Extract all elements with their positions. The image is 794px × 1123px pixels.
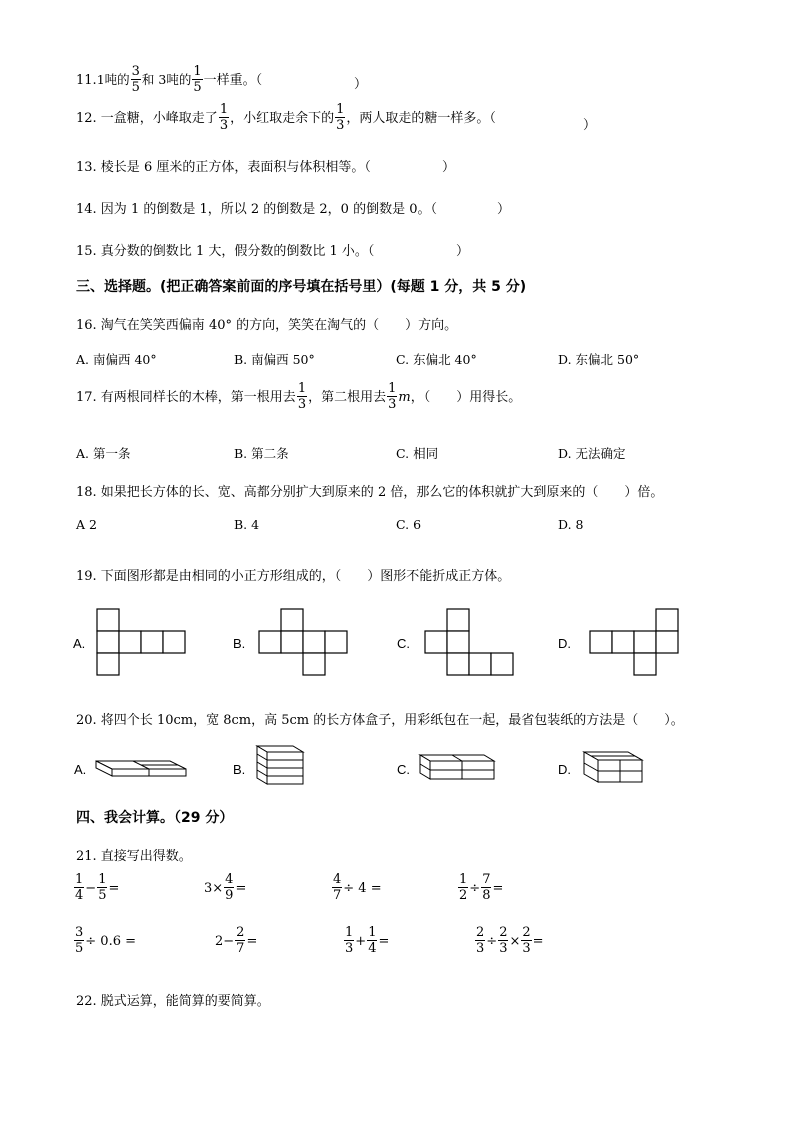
cube-net-d[interactable]: [590, 609, 682, 679]
answer-bracket-close[interactable]: ）: [497, 202, 511, 217]
answer-bracket-close[interactable]: ）: [442, 160, 456, 175]
option-b[interactable]: B. 南偏西 50°: [234, 352, 315, 367]
question-21: 21. 直接写出得数。: [76, 849, 192, 864]
option-d[interactable]: D. 无法确定: [558, 446, 626, 461]
fraction: $\frac{1}{3}$: [297, 381, 307, 412]
option-b[interactable]: B. 第二条: [234, 446, 289, 461]
option-b-label[interactable]: B.: [233, 636, 246, 651]
question-14: 14. 因为 1 的倒数是 1，所以 2 的倒数是 2，0 的倒数是 0。（: [76, 202, 437, 217]
option-c[interactable]: C. 相同: [396, 446, 439, 461]
question-18: 18. 如果把长方体的长、宽、高都分别扩大到原来的 2 倍，那么它的体积就扩大到原来的（ ）倍。: [76, 485, 664, 500]
option-c-label[interactable]: C.: [397, 636, 410, 651]
question-16: 16. 淘气在笑笑西偏南 40° 的方向，笑笑在淘气的（ ）方向。: [76, 318, 458, 333]
question-22: 22. 脱式运算，能简算的要简算。: [76, 994, 270, 1009]
fraction: $\frac{1}{5}$: [193, 64, 202, 95]
option-c-label[interactable]: C.: [397, 762, 410, 777]
cube-net-a[interactable]: [97, 609, 189, 679]
answer-bracket-close[interactable]: ）: [456, 244, 470, 259]
option-a[interactable]: A 2: [76, 517, 97, 532]
calc-item: $\frac{1}{3}$ + $\frac{1}{4}$ =: [345, 925, 390, 956]
cube-net-b[interactable]: [259, 609, 351, 679]
calc-item: $\frac{4}{7}$ ÷ 4 =: [333, 872, 382, 903]
fraction: $\frac{1}{3}$: [219, 102, 229, 133]
calc-item: $\frac{1}{2}$ ÷ $\frac{7}{8}$ =: [459, 872, 504, 903]
calc-item: $\frac{3}{5}$ ÷ 0.6 =: [75, 925, 137, 956]
option-d-label[interactable]: D.: [558, 636, 571, 651]
fraction: $\frac{3}{5}$: [131, 64, 140, 95]
section-heading-3: 三、选择题。(把正确答案前面的序号填在括号里）(每题 1 分，共 5 分): [76, 279, 527, 295]
question-17: 17. 有两根同样长的木棒，第一根用去 $\frac{1}{3}$ ，第二根用去 $\frac{1}{3}$ m，（ ）用得长。: [76, 381, 522, 412]
box-arrangement-b[interactable]: [255, 744, 307, 786]
question-13: 13. 棱长是 6 厘米的正方体，表面积与体积相等。（: [76, 160, 371, 175]
question-11: 11.1吨的 $\frac{3}{5}$ 和 3吨的 $\frac{1}{5}$ 一样重。（: [76, 64, 263, 95]
fraction: $\frac{1}{3}$: [336, 102, 345, 133]
answer-bracket-close[interactable]: ）: [583, 118, 597, 133]
calc-item: 2− $\frac{2}{7}$ =: [215, 925, 258, 956]
option-b-label[interactable]: B.: [233, 762, 246, 777]
option-d-label[interactable]: D.: [558, 762, 571, 777]
question-20: 20. 将四个长 10cm，宽 8cm，高 5cm 的长方体盒子，用彩纸包在一起，最省包装纸的方法是（ ）。: [76, 713, 684, 728]
option-a[interactable]: A. 南偏西 40°: [76, 352, 157, 367]
question-19: 19. 下面图形都是由相同的小正方形组成的，（ ）图形不能折成正方体。: [76, 569, 511, 584]
section-heading-4: 四、我会计算。（29 分）: [76, 810, 234, 826]
answer-bracket-close[interactable]: ）: [354, 77, 368, 92]
q11-number: 11.: [76, 73, 97, 88]
option-c[interactable]: C. 东偏北 40°: [396, 352, 477, 367]
question-15: 15. 真分数的倒数比 1 大，假分数的倒数比 1 小。（: [76, 244, 375, 259]
fraction: $\frac{1}{3}$: [388, 381, 397, 412]
calc-item: $\frac{1}{4}$ − $\frac{1}{5}$ =: [75, 872, 120, 903]
option-d[interactable]: D. 8: [558, 517, 584, 532]
box-arrangement-c[interactable]: [418, 753, 498, 783]
option-a[interactable]: A. 第一条: [76, 446, 131, 461]
option-a-label[interactable]: A.: [73, 636, 86, 651]
option-d[interactable]: D. 东偏北 50°: [558, 352, 640, 367]
option-c[interactable]: C. 6: [396, 517, 422, 532]
calc-item: 3× $\frac{4}{9}$ =: [204, 872, 247, 903]
box-arrangement-a[interactable]: [94, 756, 188, 780]
cube-net-c[interactable]: [425, 609, 517, 679]
calc-item: $\frac{2}{3}$ ÷ $\frac{2}{3}$ × $\frac{2}{3}$ =: [476, 925, 544, 956]
box-arrangement-d[interactable]: [582, 750, 646, 784]
option-b[interactable]: B. 4: [234, 517, 260, 532]
question-12: 12. 一盒糖，小峰取走了 $\frac{1}{3}$ ，小红取走余下的 $\frac{1}{3}$ ，两人取走的糖一样多。（: [76, 102, 496, 133]
option-a-label[interactable]: A.: [74, 762, 87, 777]
